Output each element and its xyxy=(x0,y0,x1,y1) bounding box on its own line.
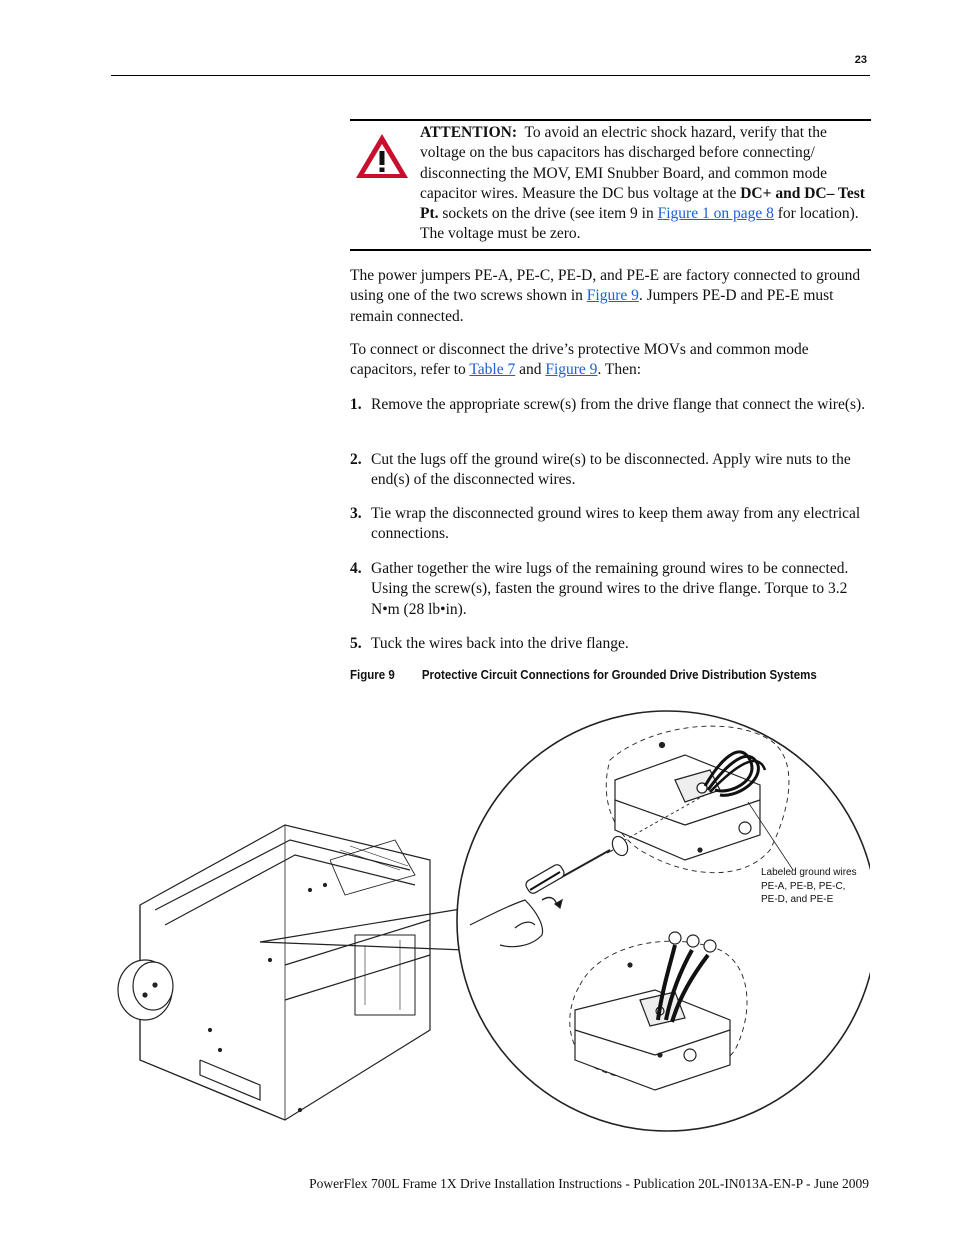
step-text: Tuck the wires back into the drive flange. xyxy=(371,635,629,652)
table7-link[interactable]: Table 7 xyxy=(469,361,516,379)
step-text: Remove the appropriate screw(s) from the drive flange that connect the wire(s). xyxy=(371,396,866,413)
step-item xyxy=(350,395,870,415)
paragraph1-text-1: The power jumpers PE-A, PE-C, PE-D, and PE-E are factory connected to ground using one of the two screws shown in xyxy=(350,267,861,305)
ground-wires-callout: Labeled ground wires PE-A, PE-B, PE-C, PE-D, and PE-E xyxy=(761,867,857,906)
figure9-link-2[interactable]: Figure 9 xyxy=(545,361,598,379)
figure9-link[interactable]: Figure 9 xyxy=(586,287,639,305)
page-number: 23 xyxy=(854,54,867,66)
figure-caption xyxy=(350,668,828,682)
attention-text-2: sockets on the drive (see item 9 in xyxy=(442,205,654,223)
protective-circuit-illustration xyxy=(110,700,870,1140)
step-number: 1. xyxy=(350,396,362,413)
step-item xyxy=(350,504,870,545)
warning-triangle-icon xyxy=(354,131,410,181)
paragraph1-text-2: . Jumpers PE-D and PE-E must remain connected. xyxy=(350,287,834,325)
attention-test-points: DC+ and DC– Test Pt. xyxy=(420,184,865,223)
paragraph-power-jumpers xyxy=(350,266,870,327)
step-number: 4. xyxy=(350,560,362,577)
attention-text-3: for location). The voltage must be zero. xyxy=(420,205,859,243)
paragraph2-text-1: To connect or disconnect the drive’s protective MOVs and common mode capacitors, refer to xyxy=(350,341,809,379)
attention-text xyxy=(420,123,866,245)
footer-publication: PowerFlex 700L Frame 1X Drive Installation Instructions - Publication 20L-IN013A-EN-P - June 2009 xyxy=(309,1176,869,1191)
figure-label: Figure 9 xyxy=(350,668,395,682)
paragraph2-and: and xyxy=(519,361,542,379)
step-number: 5. xyxy=(350,635,362,652)
paragraph2-text-2: . Then: xyxy=(597,361,642,379)
step-number: 2. xyxy=(350,451,362,468)
step-text: Cut the lugs off the ground wire(s) to be disconnected. Apply wire nuts to the end(s) of the disconnected wires. xyxy=(371,451,851,489)
step-item xyxy=(350,634,870,654)
step-item xyxy=(350,559,870,620)
attention-text-1: To avoid an electric shock hazard, verify that the voltage on the bus capacitors has discharged before connecting/ disconnecting the MOV, EMI Snubber Board, and common mode capacitor wires. Measure the DC bus voltage at the xyxy=(420,124,827,202)
figure-title: Protective Circuit Connections for Grounded Drive Distribution Systems xyxy=(421,668,817,682)
step-text: Tie wrap the disconnected ground wires to keep them away from any electrical connections. xyxy=(371,505,861,543)
step-item xyxy=(350,450,870,491)
attention-label: ATTENTION: xyxy=(420,124,518,141)
step-number: 3. xyxy=(350,505,362,522)
attention-box xyxy=(350,119,871,251)
figure1-link[interactable]: Figure 1 on page 8 xyxy=(657,205,774,223)
step-text: Gather together the wire lugs of the remaining ground wires to be connected. Using the screw(s), fasten the ground wires to the drive flange. Torque to 3.2 N•m (28 lb•in). xyxy=(371,560,849,618)
paragraph-connect-movs xyxy=(350,340,870,381)
header-rule xyxy=(111,75,870,76)
drive-chassis-drawing xyxy=(118,825,430,1120)
